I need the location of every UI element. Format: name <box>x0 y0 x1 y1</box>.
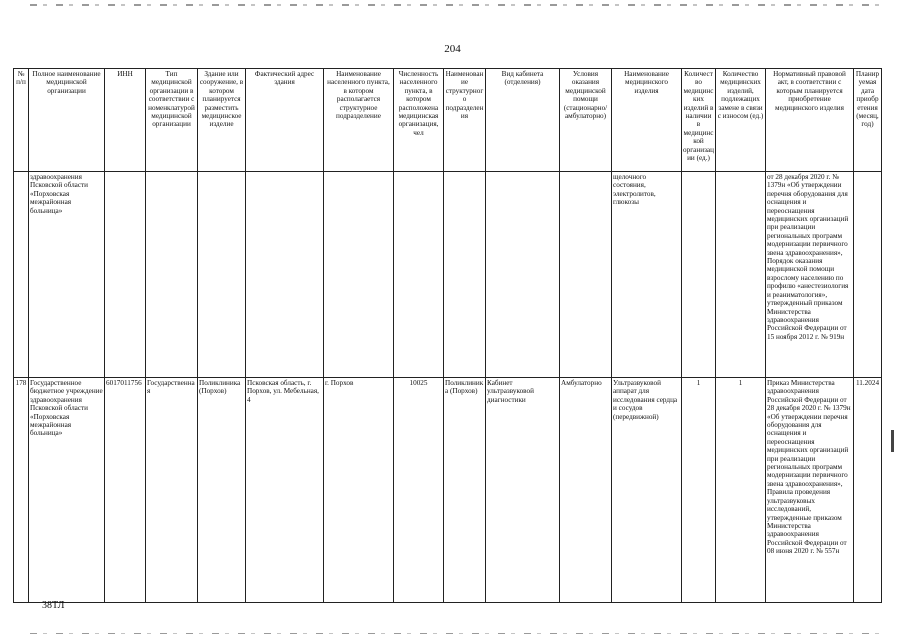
cell-qty-have <box>682 172 716 378</box>
cell-type <box>146 172 198 378</box>
col-header-inn: ИНН <box>105 69 146 172</box>
col-header-building: Здание или сооружение, в котором планируется разместить медицинское изделие <box>198 69 246 172</box>
cell-type: Государственная <box>146 378 198 603</box>
scan-artifact-mark <box>891 430 894 452</box>
cell-date: 11.2024 <box>854 378 882 603</box>
cell-unit <box>444 172 486 378</box>
col-header-num: № п/п <box>14 69 29 172</box>
table-row <box>14 172 882 378</box>
col-header-device: Наименование медицинского изделия <box>612 69 682 172</box>
cell-qty-replace <box>716 172 766 378</box>
cell-building <box>198 172 246 378</box>
col-header-date: Планируемая дата приобретения (месяц, год) <box>854 69 882 172</box>
col-header-org: Полное наименование медицинской организации <box>29 69 105 172</box>
cell-unit: Поликлиника (Порхов) <box>444 378 486 603</box>
col-header-qty-have: Количество медицинских изделий в наличии в медицинской организации (ед.) <box>682 69 716 172</box>
cell-cabinet <box>486 172 560 378</box>
cell-org: здравоохранения Псковской области «Порховская межрайонная больница» <box>29 172 105 378</box>
scan-artifact-top <box>30 4 880 6</box>
cell-num: 178 <box>14 378 29 603</box>
cell-inn <box>105 172 146 378</box>
table-header-row <box>14 69 882 172</box>
cell-act: Приказ Министерства здравоохранения Российской Федерации от 28 декабря 2020 г. № 1379н «Об утверждении перечня оборудования для оснащения и переоснащения медицинских организаций при реализации региональных программ модернизации первичного звена здравоохранения», Правила проведения ультразвуковых исследований, утвержденные приказом Министерства здравоохранения Российской Федерации от 08 июня 2020 г. № 557н <box>766 378 854 603</box>
cell-date <box>854 172 882 378</box>
cell-device: Ультразвуковой аппарат для исследования сердца и сосудов (передвижной) <box>612 378 682 603</box>
cell-org: Государственное бюджетное учреждение здравоохранения Псковской области «Порховская межрайонная больница» <box>29 378 105 603</box>
page-number: 204 <box>444 43 461 55</box>
cell-address: Псковская область, г. Порхов, ул. Мебельная, 4 <box>246 378 324 603</box>
cell-population <box>394 172 444 378</box>
col-header-conditions: Условия оказания медицинской помощи (стационарно/ амбулаторно) <box>560 69 612 172</box>
scan-artifact-bottom <box>30 633 880 634</box>
cell-inn: 6017011756 <box>105 378 146 603</box>
cell-building: Поликлиника (Порхов) <box>198 378 246 603</box>
equipment-table <box>13 68 882 603</box>
cell-act: от 28 декабря 2020 г. № 1379н «Об утверждении перечня оборудования для оснащения и переоснащения медицинских организаций при реализации региональных программ модернизации первичного звена здравоохранения», Порядок оказания медицинской помощи взрослому населению по профилю «анестезиология и реаниматология», утвержденный приказом Министерства здравоохранения Российской Федерации от 15 ноября 2012 г. № 919н <box>766 172 854 378</box>
cell-conditions: Амбулаторно <box>560 378 612 603</box>
col-header-act: Нормативный правовой акт, в соответствии с которым планируется приобретение медицинского изделия <box>766 69 854 172</box>
cell-settlement: г. Порхов <box>324 378 394 603</box>
col-header-settlement: Наименование населенного пункта, в котором располагается структурное подразделение <box>324 69 394 172</box>
col-header-unit: Наименование структурного подразделения <box>444 69 486 172</box>
col-header-cabinet: Вид кабинета (отделения) <box>486 69 560 172</box>
col-header-address: Фактический адрес здания <box>246 69 324 172</box>
col-header-type: Тип медицинской организации в соответствии с номенклатурой медицинской организации <box>146 69 198 172</box>
footer-code: 38ТЛ <box>42 600 65 611</box>
table-row <box>14 378 882 603</box>
cell-qty-have: 1 <box>682 378 716 603</box>
cell-population: 10025 <box>394 378 444 603</box>
col-header-population: Численность населенного пункта, в котором расположена медицинская организация, чел <box>394 69 444 172</box>
cell-conditions <box>560 172 612 378</box>
cell-cabinet: Кабинет ультразвуковой диагностики <box>486 378 560 603</box>
cell-num <box>14 172 29 378</box>
cell-address <box>246 172 324 378</box>
col-header-qty-replace: Количество медицинских изделий, подлежащих замене в связи с износом (ед.) <box>716 69 766 172</box>
cell-qty-replace: 1 <box>716 378 766 603</box>
cell-device: щелочного состояния, электролитов, глюкозы <box>612 172 682 378</box>
cell-settlement <box>324 172 394 378</box>
